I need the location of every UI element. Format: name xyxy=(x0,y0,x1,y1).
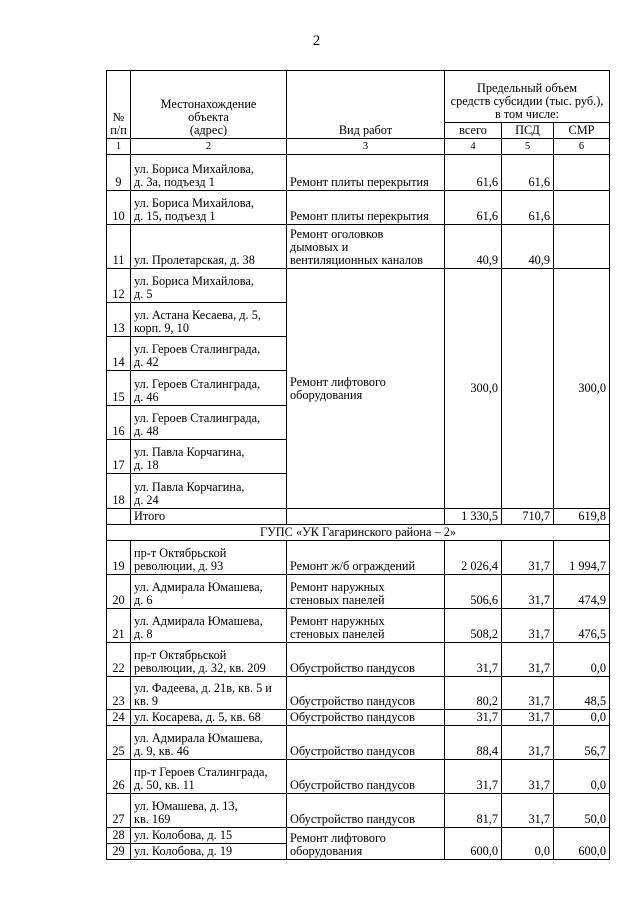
table-row xyxy=(107,191,610,225)
row-smr: 50,0 xyxy=(554,794,610,828)
row-address: ул. Пролетарская, д. 38 xyxy=(131,225,287,269)
row-work-type: Обустройство пандусов xyxy=(287,710,445,726)
row-total: 88,4 xyxy=(445,726,502,760)
row-total: 506,6 xyxy=(445,575,502,609)
total-psd: 710,7 xyxy=(502,509,554,525)
col-num-3: 3 xyxy=(287,139,445,155)
row-number: 28 xyxy=(107,828,131,844)
row-total: 508,2 xyxy=(445,609,502,643)
row-address: ул. Героев Сталинграда, д. 46 xyxy=(131,371,287,406)
row-address: ул. Адмирала Юмашева, д. 8 xyxy=(131,609,287,643)
row-number: 20 xyxy=(107,575,131,609)
row-psd: 31,7 xyxy=(502,609,554,643)
row-number: 29 xyxy=(107,844,131,860)
lift2-work-type: Ремонт лифтового оборудования xyxy=(287,828,445,860)
row-number: 19 xyxy=(107,541,131,575)
row-address: ул. Колобова, д. 15 xyxy=(131,828,287,844)
row-address: ул. Бориса Михайлова, д. 3а, подъезд 1 xyxy=(131,155,287,191)
row-work-type: Ремонт плиты перекрытия xyxy=(287,155,445,191)
row-psd: 31,7 xyxy=(502,710,554,726)
row-number: 25 xyxy=(107,726,131,760)
row-work-type: Обустройство пандусов xyxy=(287,643,445,677)
table-row xyxy=(107,794,610,828)
row-address: ул. Павла Корчагина, д. 18 xyxy=(131,440,287,474)
table-row xyxy=(107,575,610,609)
subsidy-table xyxy=(106,70,610,860)
row-number: 24 xyxy=(107,710,131,726)
row-work-type: Ремонт наружных стеновых панелей xyxy=(287,575,445,609)
row-number: 23 xyxy=(107,677,131,710)
section-row xyxy=(107,525,610,541)
header-num: № п/п xyxy=(107,71,131,139)
row-psd: 61,6 xyxy=(502,191,554,225)
total-sum: 1 330,5 xyxy=(445,509,502,525)
row-total: 31,7 xyxy=(445,710,502,726)
row-address: ул. Адмирала Юмашева, д. 6 xyxy=(131,575,287,609)
table-row xyxy=(107,541,610,575)
row-total: 80,2 xyxy=(445,677,502,710)
column-numbers-row xyxy=(107,139,610,155)
row-work-type: Ремонт ж/б ограждений xyxy=(287,541,445,575)
row-number: 17 xyxy=(107,440,131,474)
total-smr: 619,8 xyxy=(554,509,610,525)
row-psd: 31,7 xyxy=(502,677,554,710)
row-psd: 31,7 xyxy=(502,643,554,677)
lift2-total: 600,0 xyxy=(445,828,502,860)
row-work-type: Ремонт оголовков дымовых и вентиляционных каналов xyxy=(287,225,445,269)
header-work-type: Вид работ xyxy=(287,71,445,139)
total-work xyxy=(287,509,445,525)
row-number: 9 xyxy=(107,155,131,191)
row-address: ул. Адмирала Юмашева, д. 9, кв. 46 xyxy=(131,726,287,760)
row-work-type: Ремонт плиты перекрытия xyxy=(287,191,445,225)
row-address: ул. Астана Кесаева, д. 5, корп. 9, 10 xyxy=(131,303,287,337)
row-smr: 48,5 xyxy=(554,677,610,710)
row-address: ул. Фадеева, д. 21в, кв. 5 и кв. 9 xyxy=(131,677,287,710)
lift-smr: 300,0 xyxy=(554,269,610,509)
row-work-type: Обустройство пандусов xyxy=(287,726,445,760)
row-number: 14 xyxy=(107,337,131,371)
row-smr: 0,0 xyxy=(554,710,610,726)
row-smr xyxy=(554,191,610,225)
table-row xyxy=(107,828,610,844)
row-address: ул. Юмашева, д. 13, кв. 169 xyxy=(131,794,287,828)
row-total: 61,6 xyxy=(445,155,502,191)
row-number: 21 xyxy=(107,609,131,643)
row-total: 31,7 xyxy=(445,643,502,677)
table-row xyxy=(107,609,610,643)
row-number: 16 xyxy=(107,406,131,440)
row-number: 15 xyxy=(107,371,131,406)
lift-psd xyxy=(502,269,554,509)
col-num-2: 2 xyxy=(131,139,287,155)
row-number: 11 xyxy=(107,225,131,269)
lift2-psd: 0,0 xyxy=(502,828,554,860)
total-label: Итого xyxy=(131,509,287,525)
row-address: пр-т Героев Сталинграда, д. 50, кв. 11 xyxy=(131,760,287,794)
col-num-6: 6 xyxy=(554,139,610,155)
row-address: ул. Павла Корчагина, д. 24 xyxy=(131,474,287,509)
lift-total: 300,0 xyxy=(445,269,502,509)
section-title: ГУПС «УК Гагаринского района – 2» xyxy=(107,525,610,541)
col-num-5: 5 xyxy=(502,139,554,155)
row-smr: 476,5 xyxy=(554,609,610,643)
row-psd: 31,7 xyxy=(502,541,554,575)
header-limit: Предельный объем средств субсидии (тыс. руб.), в том числе: xyxy=(445,71,610,123)
row-total: 61,6 xyxy=(445,191,502,225)
row-address: ул. Косарева, д. 5, кв. 68 xyxy=(131,710,287,726)
row-total: 81,7 xyxy=(445,794,502,828)
row-smr: 474,9 xyxy=(554,575,610,609)
table-row xyxy=(107,269,610,303)
page-number: 2 xyxy=(312,33,321,49)
row-psd: 31,7 xyxy=(502,794,554,828)
row-number: 27 xyxy=(107,794,131,828)
header-smr: СМР xyxy=(554,123,610,139)
row-number: 13 xyxy=(107,303,131,337)
row-address: ул. Героев Сталинграда, д. 42 xyxy=(131,337,287,371)
lift2-smr: 600,0 xyxy=(554,828,610,860)
row-address: ул. Бориса Михайлова, д. 15, подъезд 1 xyxy=(131,191,287,225)
row-smr: 0,0 xyxy=(554,760,610,794)
table-row xyxy=(107,760,610,794)
row-psd: 31,7 xyxy=(502,726,554,760)
row-work-type: Обустройство пандусов xyxy=(287,760,445,794)
total-row xyxy=(107,509,610,525)
row-address: пр-т Октябрьской революции, д. 93 xyxy=(131,541,287,575)
table-row xyxy=(107,710,610,726)
row-number: 12 xyxy=(107,269,131,303)
row-address: ул. Героев Сталинграда, д. 48 xyxy=(131,406,287,440)
row-number: 26 xyxy=(107,760,131,794)
header-location: Местонахождение объекта (адрес) xyxy=(131,71,287,139)
header-row xyxy=(107,71,610,123)
row-smr: 0,0 xyxy=(554,643,610,677)
row-psd: 31,7 xyxy=(502,760,554,794)
table-row xyxy=(107,643,610,677)
row-smr xyxy=(554,225,610,269)
row-number: 18 xyxy=(107,474,131,509)
table-row xyxy=(107,155,610,191)
row-address: пр-т Октябрьской революции, д. 32, кв. 209 xyxy=(131,643,287,677)
col-num-1: 1 xyxy=(107,139,131,155)
lift-work-type: Ремонт лифтового оборудования xyxy=(287,269,445,509)
table-row xyxy=(107,726,610,760)
row-total: 40,9 xyxy=(445,225,502,269)
row-psd: 40,9 xyxy=(502,225,554,269)
row-work-type: Ремонт наружных стеновых панелей xyxy=(287,609,445,643)
row-total: 31,7 xyxy=(445,760,502,794)
table-row xyxy=(107,225,610,269)
row-work-type: Обустройство пандусов xyxy=(287,677,445,710)
row-address: ул. Колобова, д. 19 xyxy=(131,844,287,860)
total-row-num xyxy=(107,509,131,525)
table-row xyxy=(107,677,610,710)
header-psd: ПСД xyxy=(502,123,554,139)
row-smr: 1 994,7 xyxy=(554,541,610,575)
col-num-4: 4 xyxy=(445,139,502,155)
row-total: 2 026,4 xyxy=(445,541,502,575)
row-work-type: Обустройство пандусов xyxy=(287,794,445,828)
row-smr: 56,7 xyxy=(554,726,610,760)
row-psd: 61,6 xyxy=(502,155,554,191)
row-address: ул. Бориса Михайлова, д. 5 xyxy=(131,269,287,303)
row-number: 10 xyxy=(107,191,131,225)
row-number: 22 xyxy=(107,643,131,677)
header-total: всего xyxy=(445,123,502,139)
row-psd: 31,7 xyxy=(502,575,554,609)
row-smr xyxy=(554,155,610,191)
